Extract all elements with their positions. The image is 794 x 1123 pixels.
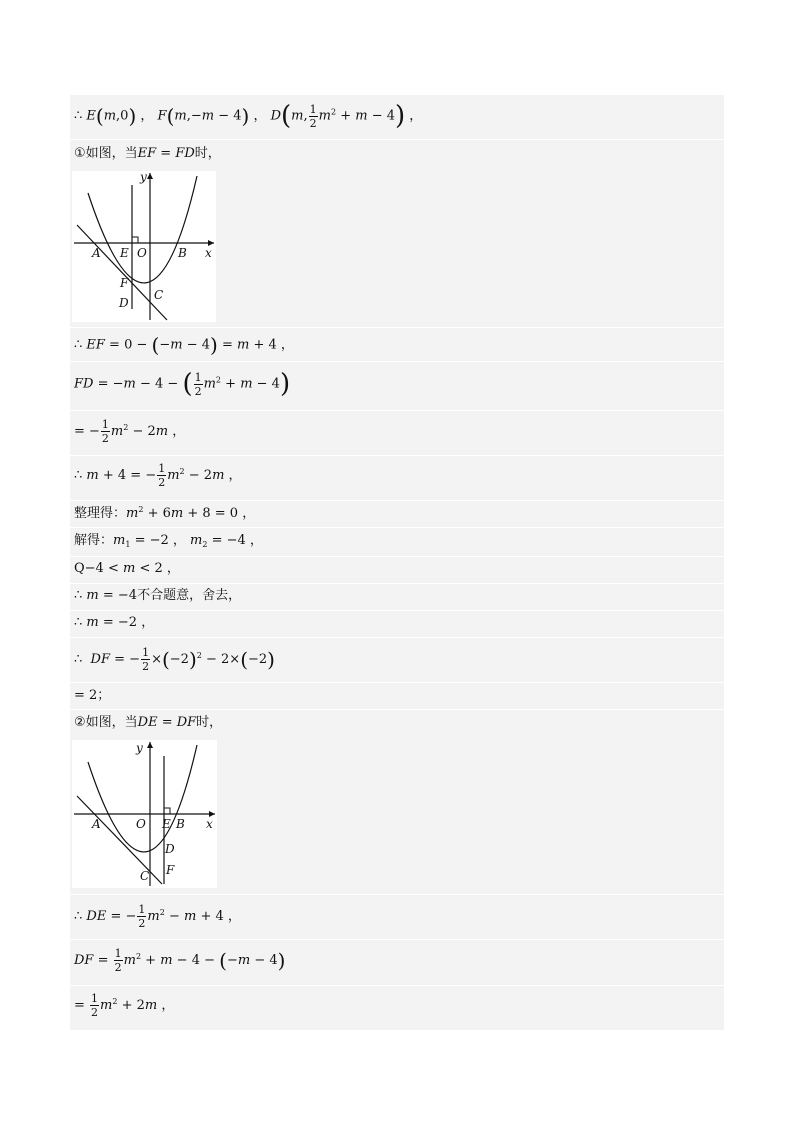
right-angle-mark	[132, 237, 138, 243]
solution-line-df-substitution: ∴ DF = − $\frac{1}{2}$ $\times(-2)^2 - 2\times(-2)$	[74, 646, 275, 673]
y-axis-arrow	[147, 742, 153, 748]
row-divider	[70, 455, 724, 456]
label-y: y	[140, 171, 147, 184]
parabola-diagram-one	[72, 171, 216, 322]
row-divider	[70, 985, 724, 986]
row-divider	[70, 139, 724, 140]
solution-line-reject: ∴ m = −4不合题意，舍去，	[74, 588, 242, 603]
parabola-curve	[88, 176, 197, 283]
row-divider	[70, 327, 724, 328]
solution-line-df-two: DF = $\frac{1}{2}$ $m^2 + m - 4 - (-m - 4)$	[74, 947, 286, 974]
label-c: C	[154, 288, 164, 302]
solution-line-range: Q−4 < m < 2 ，	[74, 561, 180, 576]
row-divider	[70, 709, 724, 710]
solution-line-fd: FD = −m − 4 − ( $\frac{1}{2}$ $m^2 + m - 4$)	[74, 369, 291, 399]
label-x: x	[205, 246, 212, 260]
line-ac	[77, 796, 162, 884]
label-o: O	[137, 246, 147, 260]
label-o: O	[136, 817, 146, 831]
solution-line-de: ∴ DE = − $\frac{1}{2}$ $m^2 - m + 4$ ，	[74, 903, 241, 930]
label-e: E	[162, 817, 171, 831]
parabola-diagram-two	[72, 740, 217, 888]
label-x: x	[206, 817, 213, 831]
figure-case-one	[72, 171, 216, 322]
solution-line-roots: 解得：$m_1 = -2$ ， $m_2 = -4$ ，	[74, 533, 263, 549]
row-divider	[70, 939, 724, 940]
solution-line-df-two-simplified: = $\frac{1}{2}$ $m^2 + 2m$ ，	[74, 992, 175, 1019]
solution-line-ef: ∴ EF = 0 − (−m − 4) = m + 4 ，	[74, 333, 294, 357]
parabola-curve	[88, 745, 197, 852]
solution-line-m-value: ∴ m = −2 ，	[74, 615, 155, 630]
row-divider	[70, 410, 724, 411]
row-divider	[70, 361, 724, 362]
solution-line-fd-simplified: = − $\frac{1}{2}$ $m^2 - 2m$ ，	[74, 418, 186, 445]
solution-line-equation: ∴ m + 4 = − $\frac{1}{2}$ $m^2 - 2m$ ，	[74, 462, 242, 489]
row-divider	[70, 637, 724, 638]
row-divider	[70, 583, 724, 584]
label-a: A	[92, 246, 101, 260]
row-divider	[70, 682, 724, 683]
row-divider	[70, 894, 724, 895]
case-one-heading: ①如图，当EF = FD时，	[74, 146, 221, 161]
case-two-heading: ②如图，当DE = DF时，	[74, 715, 223, 730]
label-a: A	[92, 817, 101, 831]
solution-line-result: = 2；	[74, 688, 111, 703]
row-divider	[70, 527, 724, 528]
label-b: B	[176, 817, 185, 831]
label-b: B	[178, 246, 187, 260]
row-divider	[70, 556, 724, 557]
right-angle-mark	[164, 808, 170, 814]
label-c: C	[140, 869, 150, 883]
label-y: y	[136, 741, 143, 755]
y-axis-arrow	[147, 173, 153, 179]
row-divider	[70, 610, 724, 611]
solution-line-rearranged: 整理得：$m^2 + 6m + 8 = 0$ ，	[74, 505, 256, 521]
row-divider	[70, 500, 724, 501]
label-f: F	[166, 863, 175, 877]
label-d: D	[165, 842, 175, 856]
label-e: E	[120, 246, 129, 260]
label-f: F	[120, 276, 129, 290]
solution-line-coordinates: ∴ E(m,0) ， F(m,−m − 4) ， D(m, $\frac{1}{2}$ $m^2 + m - 4$) ，	[74, 101, 423, 131]
label-d: D	[119, 296, 129, 310]
figure-case-two	[72, 740, 217, 888]
